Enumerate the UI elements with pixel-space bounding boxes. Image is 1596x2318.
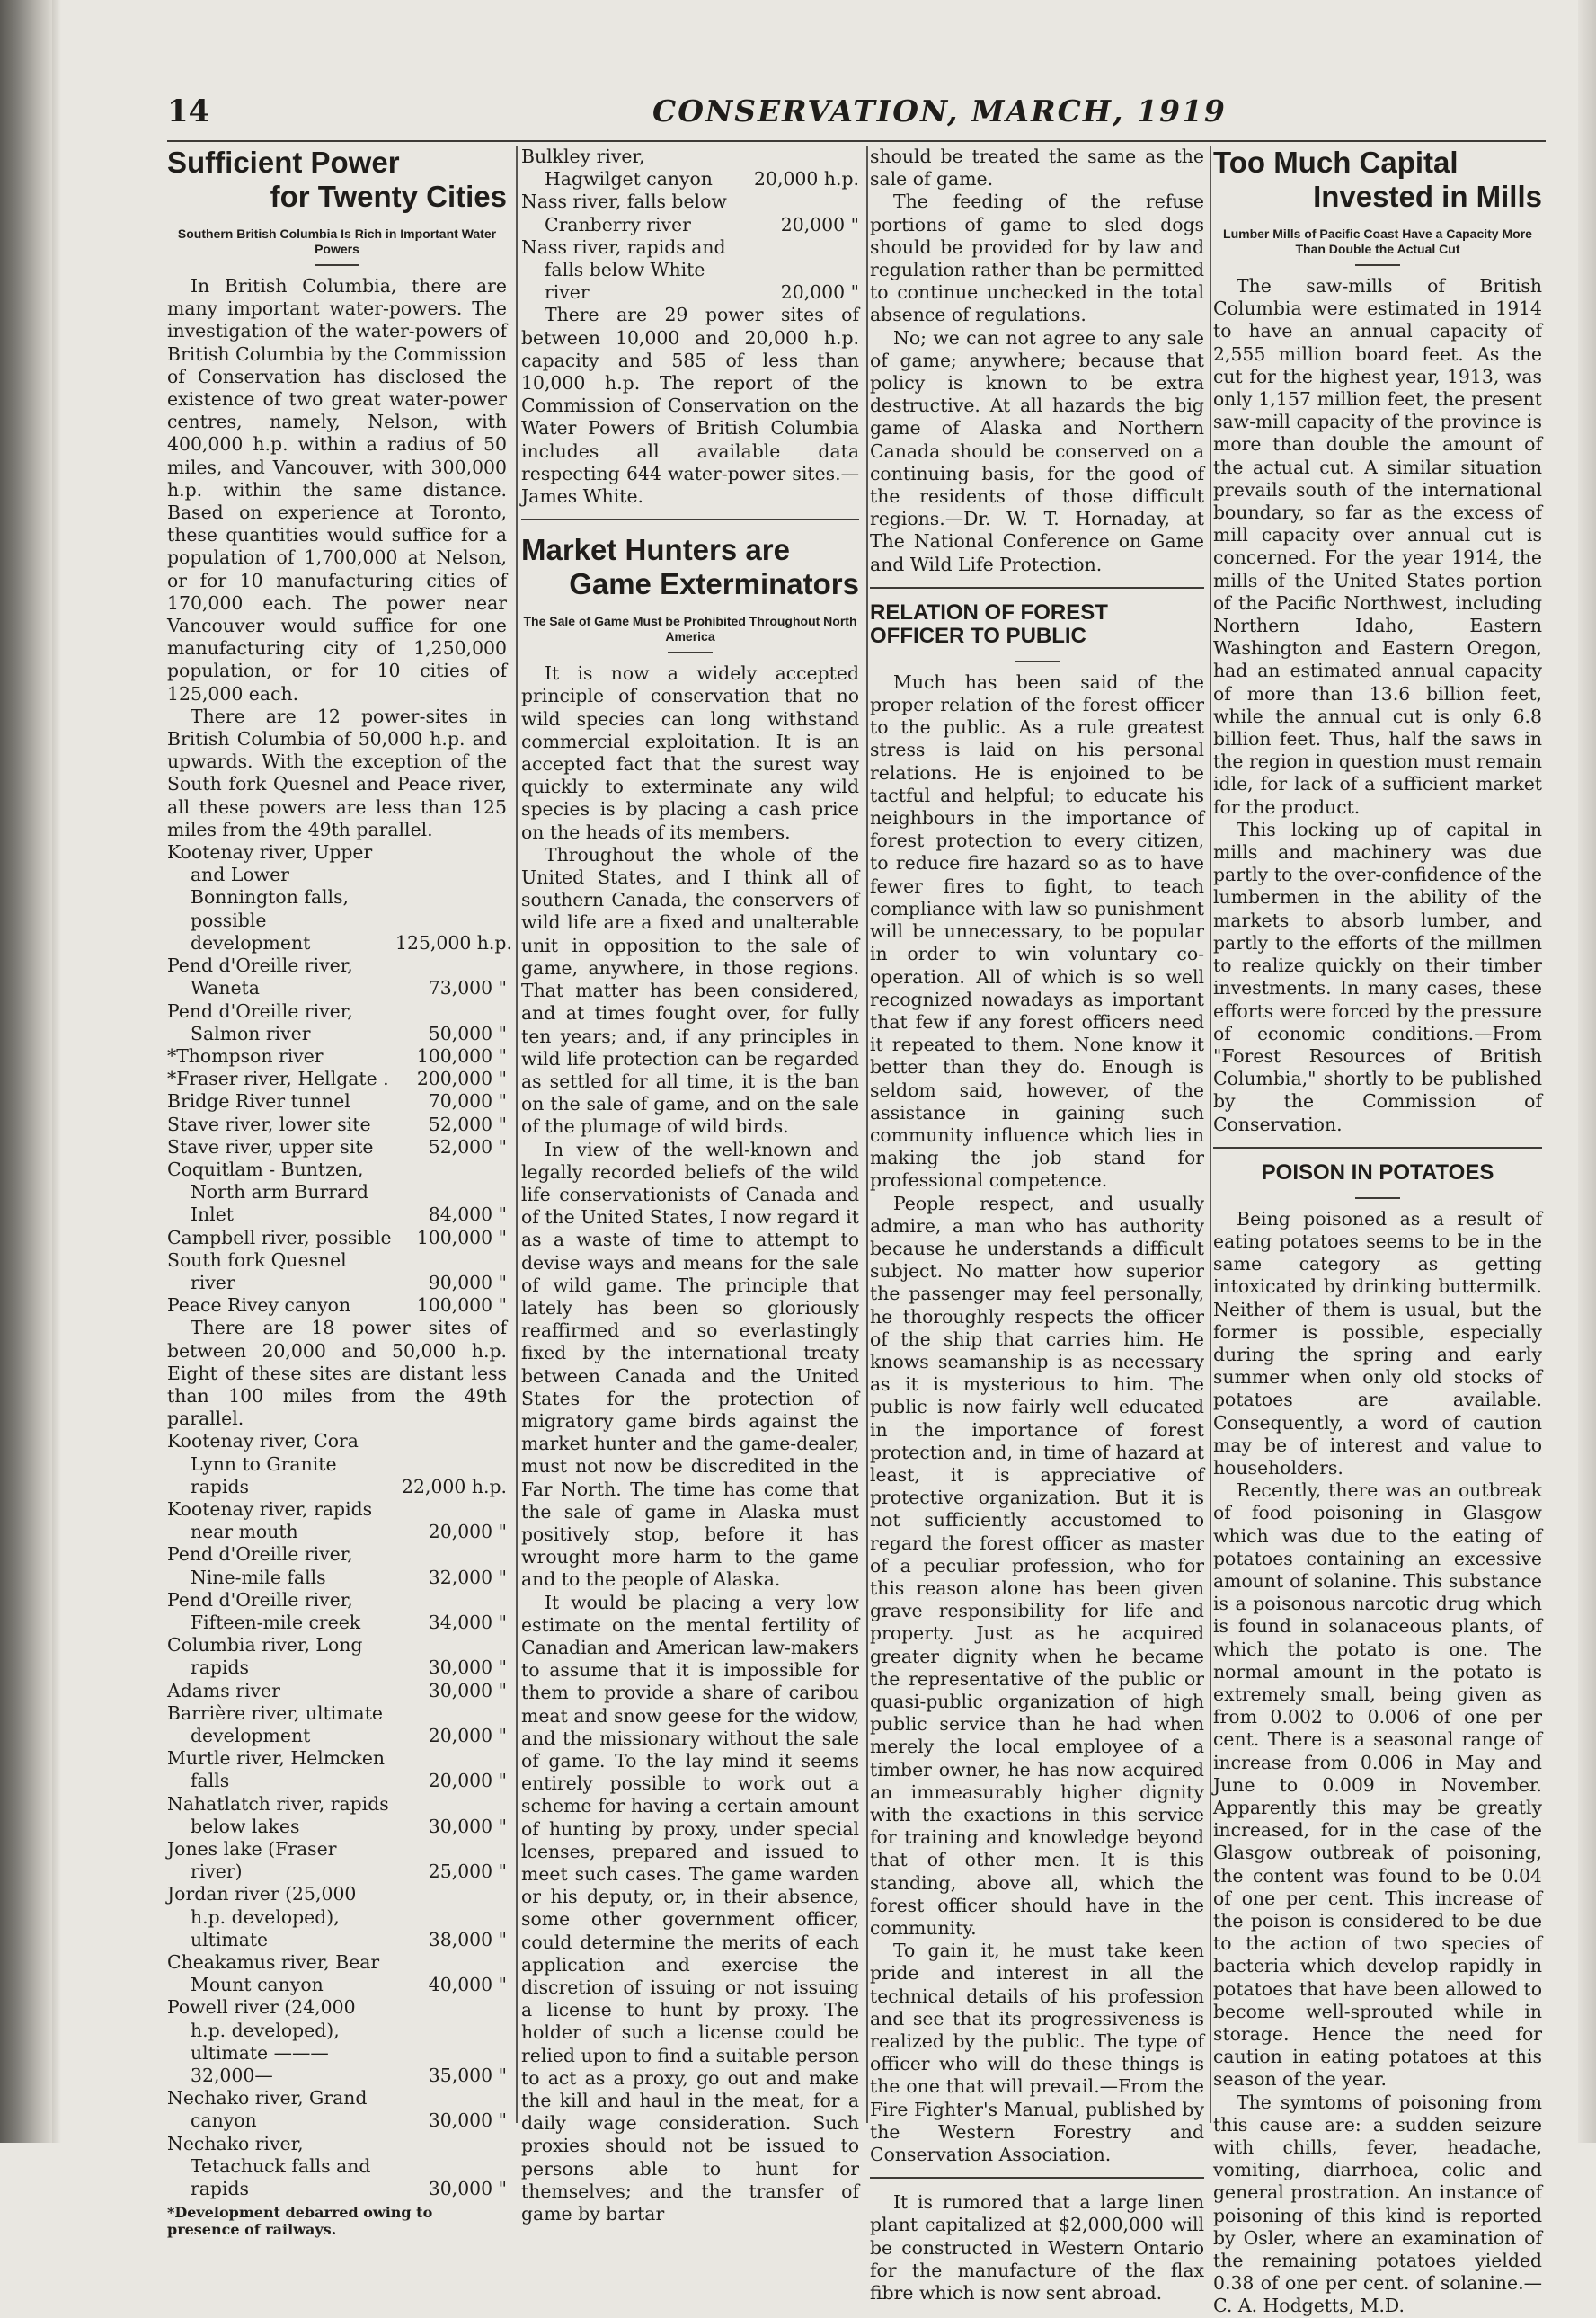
power-site-row <box>167 1000 507 1045</box>
power-site-value: 20,000 " <box>780 281 859 304</box>
power-site-name: Stave river, upper site <box>167 1135 374 1158</box>
power-site-row <box>167 1543 507 1588</box>
power-site-row <box>167 1159 507 1227</box>
paragraph: It is rumored that a large linen plant capitalized at $2,000,000 will be constructed in Western Ontario for the manufacture of the flax fibre which is now sent abroad. <box>870 2191 1204 2305</box>
power-site-name: Columbia river, Long rapids <box>167 1634 363 1679</box>
power-site-row <box>167 1136 507 1159</box>
power-site-value: 20,000 h.p. <box>754 168 859 191</box>
power-site-name: South fork Quesnel river <box>167 1248 347 1293</box>
paragraph: Throughout the whole of the United States, and I think all of southern Canada, the conservers of wild life are a fixed and unalterable unit in opposition to the sale of game, anywhere, in those regions. That matter has been considered, and at times fought over, for fully ten years; and, if any principles in wild life protection can be regarded as settled for all time, it is the ban on the sale of game, and on the sale of the plumage of wild birds. <box>521 843 859 1138</box>
power-site-name: Nahatlatch river, rapids below lakes <box>167 1792 389 1837</box>
power-sites-list <box>167 841 512 1317</box>
power-site-name: *Thompson river <box>167 1044 324 1067</box>
power-site-value: 200,000 " <box>416 1068 507 1090</box>
power-site-row <box>167 1045 507 1068</box>
paragraph: It is now a widely accepted principle of conservation that no wild species can long withstand commercial exploitation. It is an accepted fact that the surest way quickly to exterminate any wild species is by placing a cash price on the heads of its members. <box>521 662 859 843</box>
power-site-name: Kootenay river, rapids near mouth <box>167 1497 373 1543</box>
paragraph: The saw-mills of British Columbia were estimated in 1914 to have an annual capacity of 2,555 million board feet. As the cut for the highest year, 1913, was only 1,157 million feet, the present saw-mill capacity of the province is more than double the amount of the actual cut. A similar situation prevails south of the international boundary, so far as the excess of mill capacity over annual cut is concerned. For the year 1914, the mills of the United States portion of the Pacific Northwest, including Northern Idaho, Eastern Washington and Eastern Oregon, had an estimated annual capacity of more than 13.6 billion feet, while the annual cut is only 6.8 billion feet. Thus, half the saws in the region in question must remain idle, for lack of a sufficient market for the product. <box>1213 275 1542 818</box>
power-site-row <box>167 841 512 955</box>
power-site-name: Powell river (24,000 h.p. developed), ultimate ———32,000— <box>167 1996 356 2087</box>
power-sites-list <box>167 1430 507 2200</box>
power-site-value: 50,000 " <box>428 1022 507 1044</box>
power-site-row <box>167 1294 507 1317</box>
page-header <box>167 93 1560 133</box>
power-site-value: 100,000 " <box>416 1226 507 1248</box>
paragraph: There are 29 power sites of between 10,000 and 20,000 h.p. capacity and 585 of less than 10,000 h.p. The report of the Commission of Conservation on the Water Powers of British Columbia includes all available data respecting 644 water-power sites.—James White. <box>521 304 859 508</box>
power-site-row <box>521 191 859 235</box>
page-gutter <box>52 0 61 2143</box>
short-rule <box>1355 1197 1400 1199</box>
paragraph: The symtoms of poisoning from this cause are: a sudden seizure with chills, fever, headache, vomiting, diarrhoea, colic and general prostration. An instance of poisoning of this kind is reported by Osler, where an examination of the remaining potatoes yielded 0.38 of one per cent. of solanine.—C. A. Hodgetts, M.D. <box>1213 2091 1542 2317</box>
power-site-row <box>167 1068 507 1090</box>
power-site-value: 32,000 " <box>428 1566 507 1588</box>
power-site-row <box>167 1996 507 2087</box>
paragraph: No; we can not agree to any sale of game; anywhere; because that policy is known to be extra destructive. At all hazards the big game of Alaska and Northern Canada should be conserved on a continuing basis, for the good of the residents of those difficult regions.—Dr. W. T. Hornaday, at The National Conference on Game and Wild Life Protection. <box>870 326 1204 575</box>
power-site-value: 30,000 " <box>428 1679 507 1701</box>
paragraph: It would be placing a very low estimate on the mental fertility of Canadian and American law-makers to assume that it is impossible for them to provide a share of caribou meat and snow geese for the widow, and the missionary without the sale of game. To the lay mind it seems entirely possible to work out a scheme for having a certain amount of hunting by proxy, under special lcenses, prepared and issued to meet such cases. The game warden or his deputy, or, in their absence, some other government officer, could determine the merits of each application and exercise the discretion of issuing or not issuing a license to hunt by proxy. The holder of such a license could be relied upon to find a suitable person to act as a proxy, go out and make the kill and haul in the meat, for a daily wage consideration. Such proxies should not be issued to persons able to hunt for themselves; and the transfer of game by bartar <box>521 1591 859 2225</box>
power-site-name: Bulkley river, Hagwilget canyon <box>521 146 713 191</box>
short-rule <box>315 264 359 266</box>
header-rule <box>167 140 1546 142</box>
column-divider <box>866 146 868 2123</box>
power-site-value: 22,000 h.p. <box>402 1475 507 1497</box>
subdeck: Southern British Columbia Is Rich in Important Water Powers <box>177 226 497 256</box>
power-site-value: 20,000 " <box>428 1770 507 1792</box>
power-site-value: 30,000 " <box>428 2109 507 2132</box>
paragraph: The feeding of the refuse portions of game to sled dogs should be provided for by law and regulation rather than be permitted to continue unchecked in the total absence of regulations. <box>870 191 1204 326</box>
power-site-row <box>521 146 859 191</box>
power-site-row <box>167 2087 507 2132</box>
power-site-value: 30,000 " <box>428 1815 507 1837</box>
power-site-name: Jones lake (Fraser river) <box>167 1838 337 1883</box>
power-site-row <box>167 1747 507 1792</box>
power-site-name: Kootenay river, Upper and Lower Bonnington falls, possible development <box>167 841 373 954</box>
paragraph: In British Columbia, there are many important water-powers. The investigation of the water-powers of British Columbia by the Commission of Conservation has disclosed the existence of two great water-power centres, namely, Nelson, with 400,000 h.p. within a radius of 50 miles, and Vancouver, with 300,000 h.p. within the same distance. Based on experience at Toronto, these quantities would suffice for a population of 1,700,000 at Nelson, or for 10 manufacturing cities of 170,000 each. The power near Vancouver would suffice for one manufacturing city of 1,250,000 population, or for 10 cities of 125,000 each. <box>167 275 507 705</box>
power-site-value: 40,000 " <box>428 1974 507 1996</box>
headline-forest-officer: RELATION OF FOREST OFFICER TO PUBLIC <box>870 599 1108 648</box>
power-site-name: Cheakamus river, Bear Mount canyon <box>167 1951 380 1996</box>
power-site-value: 73,000 " <box>428 977 507 999</box>
power-sites-list <box>521 146 859 304</box>
power-site-row <box>167 2133 507 2201</box>
headline-sufficient-power: Sufficient Power for Twenty Cities <box>167 146 507 213</box>
running-head: CONSERVATION, MARCH, 1919 <box>652 93 1227 129</box>
page-number: 14 <box>167 93 210 129</box>
power-site-value: 38,000 " <box>428 1928 507 1950</box>
column-2 <box>521 146 859 2225</box>
power-site-row <box>167 1793 507 1838</box>
power-site-value: 34,000 " <box>428 1611 507 1633</box>
power-site-value: 20,000 " <box>428 1725 507 1746</box>
power-site-name: Adams river <box>167 1679 280 1701</box>
power-site-row <box>167 1589 507 1634</box>
paragraph: People respect, and usually admire, a man who has authority because he understands a difficult subject. No matter how superior the passenger may feel personally, he thoroughly respects the officer of the ship that carries him. He knows seamanship is as necessary as it is mysterious to him. The public is now fairly well educated in the importance of forest protection and, in time of hazard at least, it is appreciative of protective organization. But it is not sufficiently accustomed to regard the forest officer as master of a peculiar profession, who for this reason alone has been given grave responsibility for life and property. Just as he acquired greater dignity when he became the representative of the public or quasi-public organization of high public service than he had when merely the local employee of a timber owner, he has now acquired an immeasurably higher dignity with the exactions in this service for training and knowledge beyond that of other men. It is this standing, above all, which the forest officer should have in the community. <box>870 1192 1204 1940</box>
power-site-row <box>167 1883 507 1951</box>
power-site-value: 125,000 h.p. <box>395 931 512 954</box>
power-site-name: Stave river, lower site <box>167 1113 371 1135</box>
power-site-name: Peace Rivey canyon <box>167 1294 351 1317</box>
power-site-value: 30,000 " <box>428 2178 507 2200</box>
section-rule <box>870 2177 1204 2179</box>
power-site-value: 90,000 " <box>428 1271 507 1293</box>
paragraph: To gain it, he must take keen pride and interest in all the technical details of his profession and see that its progressiveness is realized by the public. The type of officer who will do these things is the one that will prevail.—From the Fire Fighter's Manual, published by the Western Forestry and Conservation Association. <box>870 1940 1204 2166</box>
headline-too-much-capital: Too Much Capital Invested in Mills <box>1213 146 1542 213</box>
footnote: *Development debarred owing to presence of railways. <box>167 2204 433 2239</box>
power-site-value: 35,000 " <box>428 2065 507 2087</box>
paragraph: Much has been said of the proper relation of the forest officer to the public. As a rule greatest stress is laid on his personal relations. He is enjoined to be tactful and helpful; to educate his neighbours in the importance of forest protection to every citizen, to reduce fire hazard so as to have fewer fires to fight, to teach compliance with law so punishment will be unnecessary, to be popular in order to win voluntary co-operation. All of which is so well recognized nowadays as important that few if any forest officers need it repeated to them. None know it better than they do. Enough is seldom said, however, of the assistance in gaining such community influence which lies in making the job stand for professional competence. <box>870 671 1204 1192</box>
column-4 <box>1213 146 1542 2317</box>
power-site-row <box>167 1249 507 1294</box>
short-rule <box>1015 661 1060 662</box>
power-site-row <box>167 1090 507 1113</box>
paragraph: In view of the well-known and legally recorded beliefs of the wild life conservationists of Canada and of the United States, I now regard it as a waste of time to attempt to devise ways and means for the sale of wild game. The principle that lately has been so gloriously reaffirmed and so everlastingly fixed by the international treaty between Canada and the United States for the protection of migratory game birds against the market hunter and the game-dealer, must not now be discredited in the Far North. The time has come that the sale of game in Alaska must positively stop, before it has wrought more harm to the game and to the people of Alaska. <box>521 1138 859 1591</box>
paragraph: should be treated the same as the sale of game. <box>870 146 1204 191</box>
power-site-name: Pend d'Oreille river, Fifteen-mile creek <box>167 1588 361 1633</box>
power-site-name: Pend d'Oreille river, Salmon river <box>167 999 353 1044</box>
power-site-name: Murtle river, Helmcken falls <box>167 1747 386 1792</box>
power-site-row <box>167 1498 507 1543</box>
column-1 <box>167 146 512 2239</box>
power-site-name: Nass river, falls below Cranberry river <box>521 191 727 235</box>
power-site-name: Pend d'Oreille river, Waneta <box>167 955 353 999</box>
power-site-name: Pend d'Oreille river, Nine-mile falls <box>167 1543 353 1588</box>
section-rule <box>1213 1147 1542 1149</box>
section-rule <box>870 587 1204 589</box>
section-rule <box>521 519 859 520</box>
short-rule <box>668 652 713 653</box>
power-site-name: Kootenay river, Cora Lynn to Granite rapids <box>167 1430 359 1497</box>
power-site-value: 100,000 " <box>416 1044 507 1067</box>
subdeck: Lumber Mills of Pacific Coast Have a Capacity More Than Double the Actual Cut <box>1223 226 1532 256</box>
power-site-value: 20,000 " <box>780 213 859 235</box>
paragraph: Being poisoned as a result of eating potatoes seems to be in the same category as getting intoxicated by drinking buttermilk. Neither of them is usual, but the former is possible, especially during the spring and early summer when only old stocks of potatoes are available. Consequently, a word of caution may be of interest and value to householders. <box>1213 1207 1542 1479</box>
power-site-value: 52,000 " <box>428 1113 507 1135</box>
page-edge <box>1578 0 1596 2143</box>
power-site-value: 30,000 " <box>428 1656 507 1679</box>
power-site-name: Nass river, rapids and falls below White river <box>521 235 726 304</box>
paragraph: Recently, there was an outbreak of food poisoning in Glasgow which was due to the eating of potatoes containing an excessive amount of solanine. This substance is a poisonous narcotic drug which is found in solanaceous plants, of which the potato is one. The normal amount in the potato is extremely small, being given as from 0.002 to 0.006 of one per cent. There is a seasonal range of increase from 0.006 in May and June to 0.009 in November. Apparently this may be greatly increased, for in the case of the Glasgow outbreak of poisoning, the content was found to be 0.04 of one per cent. This increase of the poison is considered to be due to the action of two species of bacteria which develop rapidly in potatoes that have been allowed to become well-sprouted while in storage. Hence the need for caution in eating potatoes at this season of the year. <box>1213 1479 1542 2091</box>
column-divider <box>516 146 518 2123</box>
power-site-name: Coquitlam - Buntzen, North arm Burrard Inlet <box>167 1158 368 1226</box>
paragraph: There are 18 power sites of between 20,000 and 50,000 h.p. Eight of these sites are distant less than 100 miles from the 49th parallel. <box>167 1317 507 1430</box>
power-site-row <box>167 955 507 999</box>
power-site-row <box>167 1702 507 1747</box>
headline-market-hunters: Market Hunters are Game Exterminators <box>521 533 859 601</box>
power-site-name: Bridge River tunnel <box>167 1090 350 1113</box>
power-site-row <box>167 1838 507 1883</box>
power-site-row <box>167 1680 507 1702</box>
power-site-row <box>521 236 859 305</box>
power-site-row <box>167 1634 507 1679</box>
power-site-row <box>167 1430 507 1498</box>
paragraph: This locking up of capital in mills and machinery was due partly to the over-confidence of the lumbermen in the ability of the markets to absorb lumber, and partly to the efforts of the millmen to realize quickly on their timber investments. In many cases, these efforts were forced by the pressure of economic conditions.—From "Forest Resources of British Columbia," shortly to be published by the Commission of Conservation. <box>1213 818 1542 1135</box>
power-site-value: 25,000 " <box>428 1861 507 1883</box>
paragraph: There are 12 power-sites in British Columbia of 50,000 h.p. and upwards. With the exception of the South fork Quesnel and Peace river, all these powers are less than 125 miles from the 49th parallel. <box>167 705 507 840</box>
power-site-row <box>167 1114 507 1136</box>
power-site-row <box>167 1227 507 1249</box>
power-site-name: Jordan river (25,000 h.p. developed), ultimate <box>167 1883 357 1950</box>
power-site-value: 100,000 " <box>416 1294 507 1317</box>
power-site-value: 70,000 " <box>428 1090 507 1113</box>
short-rule <box>1355 264 1400 266</box>
book-spine <box>0 0 52 2143</box>
power-site-value: 52,000 " <box>428 1135 507 1158</box>
headline-poison-in-potatoes: POISON IN POTATOES <box>1261 1159 1494 1185</box>
power-site-name: Barrière river, ultimate development <box>167 1701 383 1746</box>
subdeck: The Sale of Game Must be Prohibited Throughout North America <box>523 614 857 644</box>
power-site-name: Campbell river, possible <box>167 1226 392 1248</box>
column-divider <box>1210 146 1211 2123</box>
power-site-name: Nechako river, Grand canyon <box>167 2087 368 2132</box>
power-site-name: *Fraser river, Hellgate . <box>167 1068 389 1090</box>
power-site-row <box>167 1951 507 1996</box>
power-site-value: 84,000 " <box>428 1203 507 1226</box>
column-3 <box>870 146 1204 2305</box>
power-site-value: 20,000 " <box>428 1521 507 1543</box>
power-site-name: Nechako river, Tetachuck falls and rapids <box>167 2132 371 2200</box>
